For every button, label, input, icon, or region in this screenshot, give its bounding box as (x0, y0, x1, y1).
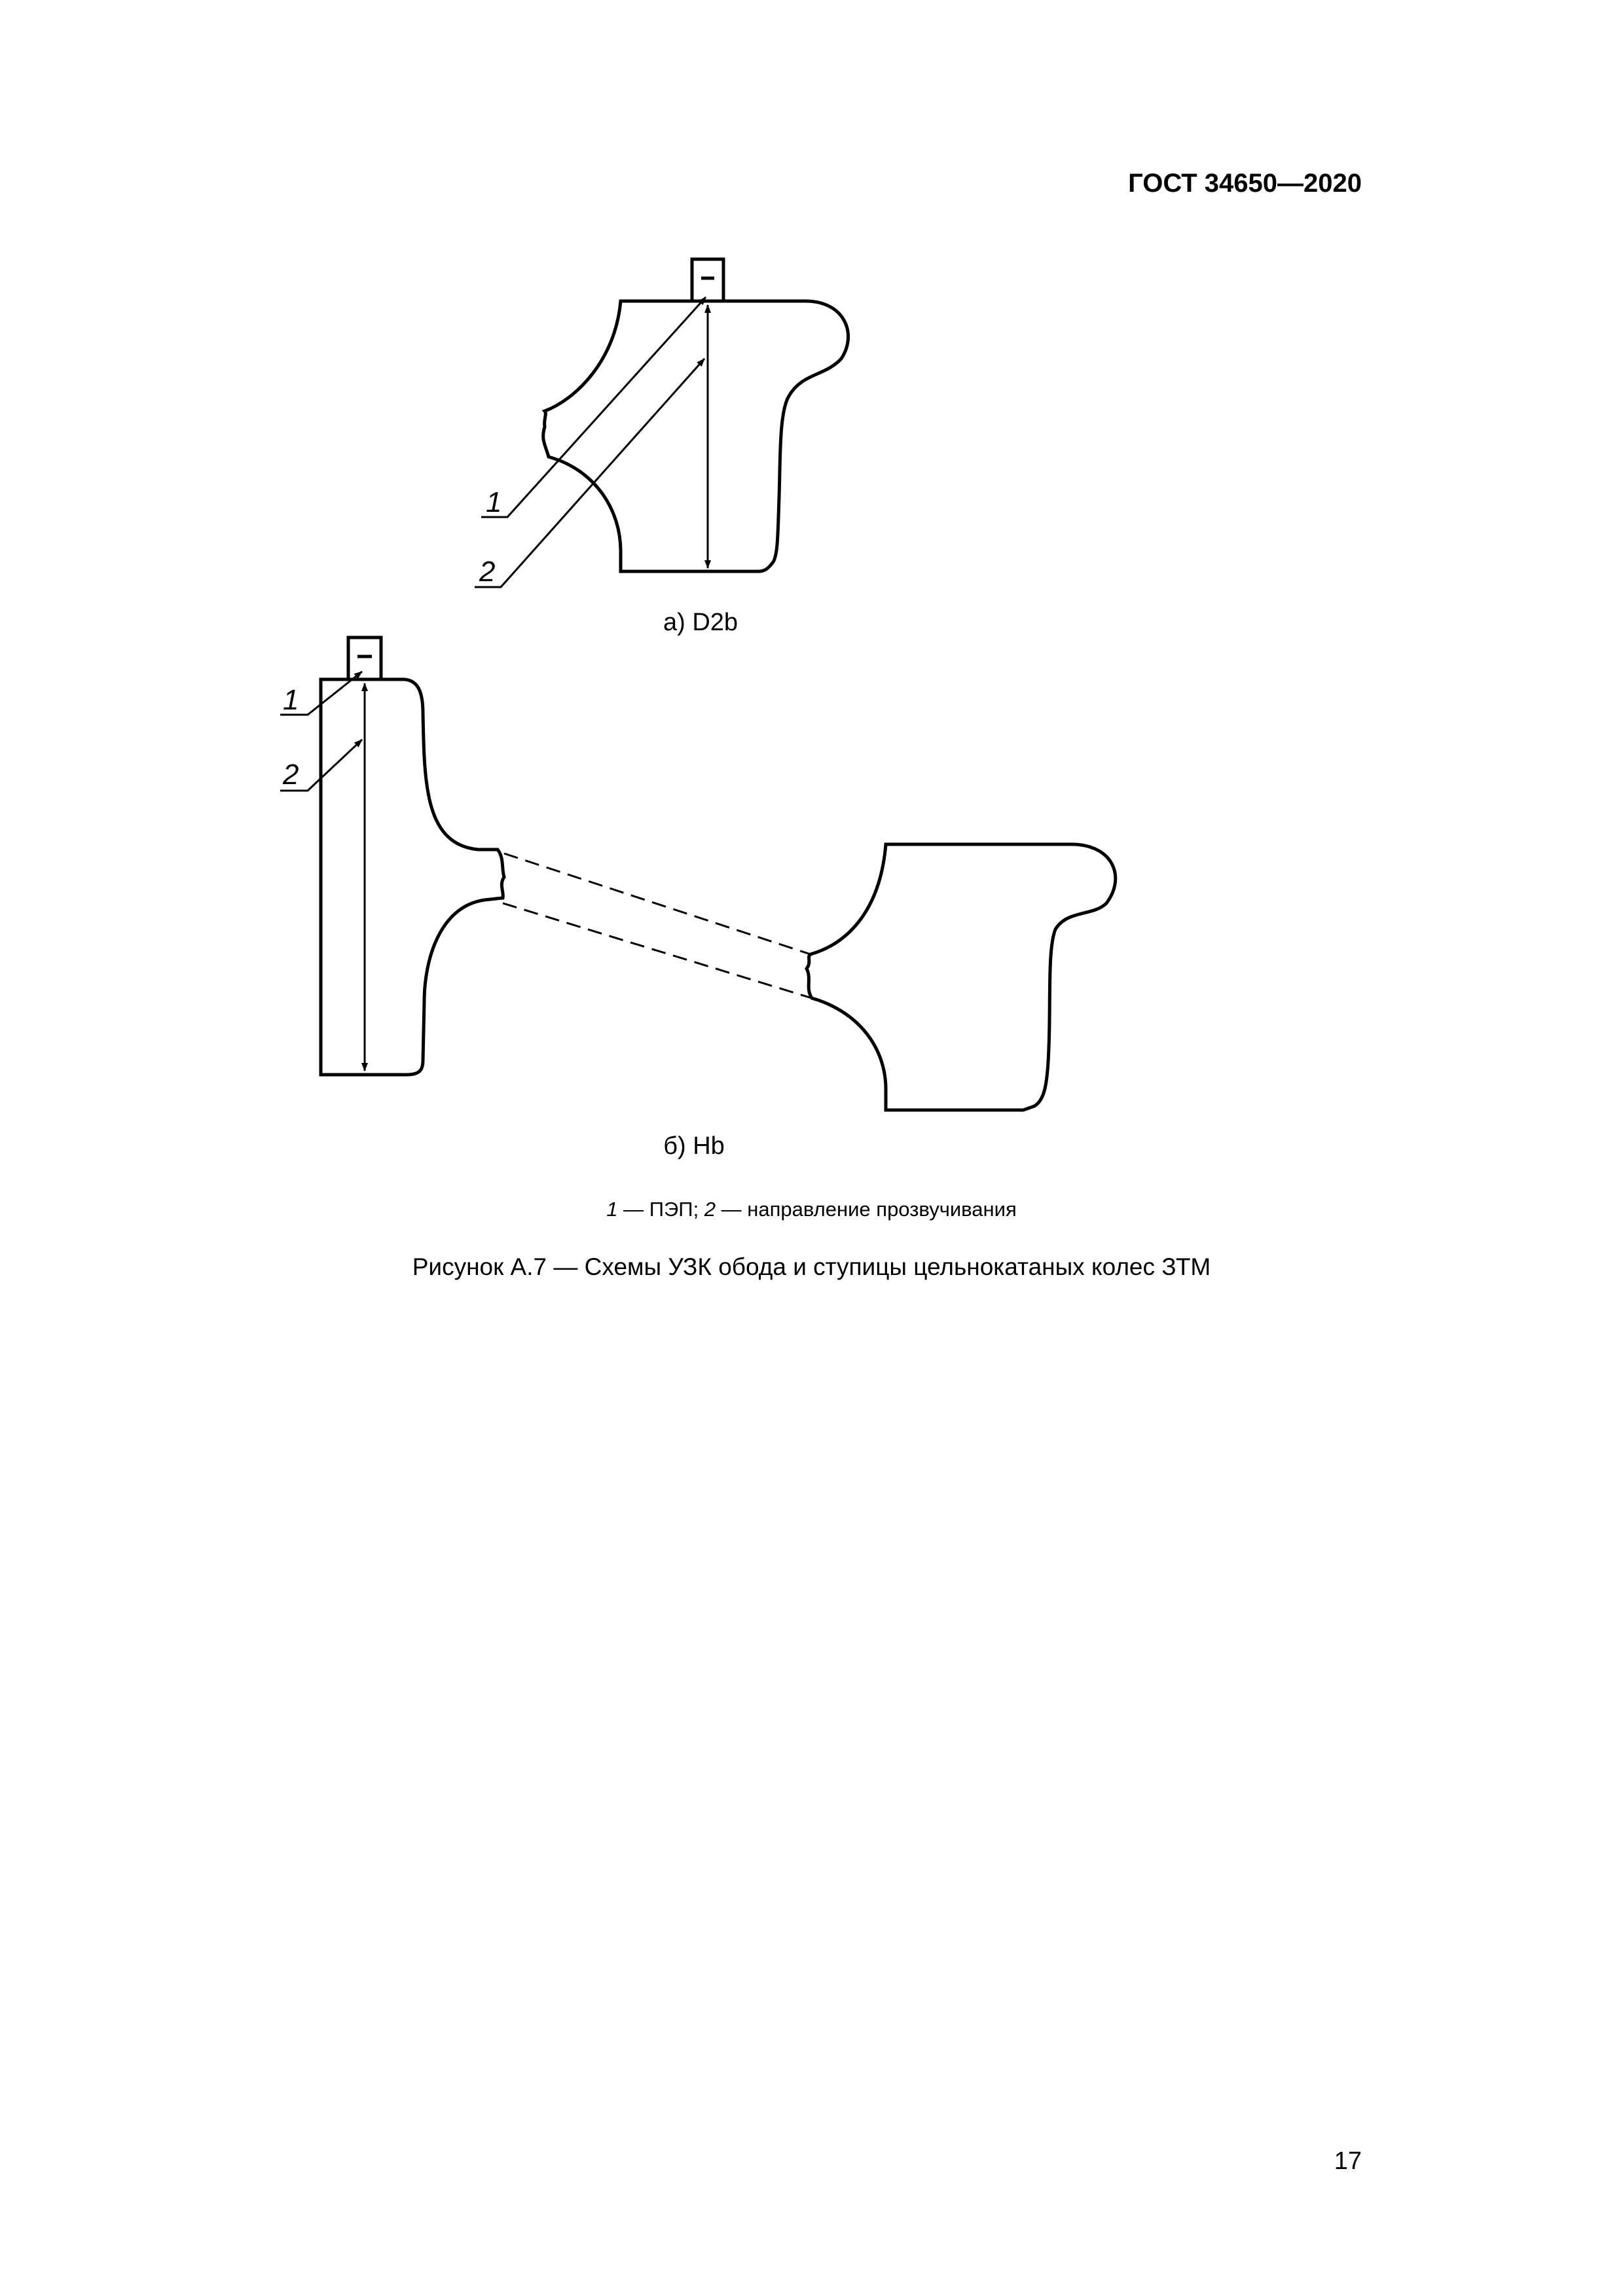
callout-2-b: 2 (283, 759, 299, 791)
transducer-b (348, 637, 381, 679)
callout-2-a: 2 (479, 556, 496, 588)
document-header: ГОСТ 34650—2020 (1128, 169, 1362, 198)
legend-item-1-number: 1 (606, 1198, 618, 1221)
leader-line-2-a (475, 359, 704, 587)
rim-profile-a (543, 301, 848, 571)
disc-dashed-bottom (503, 903, 812, 998)
rim-profile-b (807, 844, 1116, 1110)
callout-1-b: 1 (283, 684, 299, 716)
figure-caption: Рисунок А.7 — Схемы УЗК обода и ступицы цельнокатаных колес ЗТМ (412, 1253, 1211, 1280)
page-number: 17 (1334, 2147, 1362, 2175)
diagram-wheel-hb (280, 637, 1116, 1110)
transducer-a (692, 259, 723, 301)
callout-1-a: 1 (486, 486, 502, 518)
legend-item-1-text: — ПЭП; (617, 1198, 704, 1221)
legend-item-2-text: — направление прозвучивания (716, 1198, 1017, 1221)
diagram-rim-d2b (475, 259, 848, 588)
subfigure-caption-b: б) Hb (663, 1132, 725, 1160)
legend-item-2-number: 2 (704, 1198, 716, 1221)
subfigure-caption-a: а) D2b (663, 609, 739, 636)
hub-profile-b (321, 679, 504, 1075)
figure-legend (0, 1198, 1623, 1221)
disc-dashed-top (504, 853, 811, 954)
